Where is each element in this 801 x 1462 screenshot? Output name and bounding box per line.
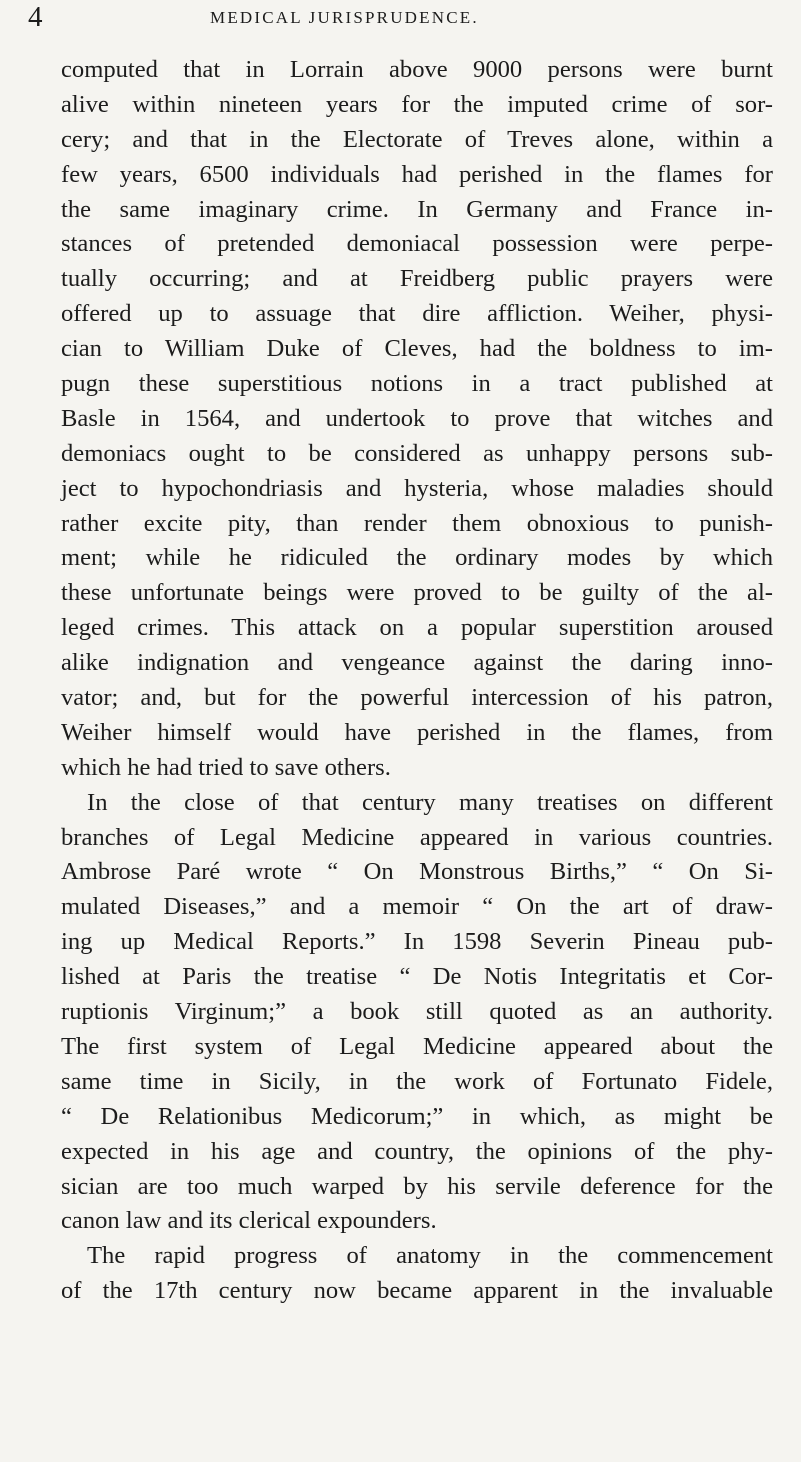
- text-line: offered up to assuage that dire affliction. Weiher, physi-: [61, 300, 773, 328]
- text-line: pugn these superstitious notions in a tract published at: [61, 370, 773, 398]
- text-line: few years, 6500 individuals had perished in the flames for: [61, 160, 773, 188]
- text-line: ment; while he ridiculed the ordinary modes by which: [61, 544, 773, 572]
- text-line: leged crimes. This attack on a popular superstition aroused: [61, 614, 773, 642]
- text-line: alive within nineteen years for the imputed crime of sor-: [61, 90, 773, 118]
- text-line: Ambrose Paré wrote “ On Monstrous Births,” “ On Si-: [61, 858, 773, 886]
- text-line: cery; and that in the Electorate of Treves alone, within a: [61, 125, 773, 153]
- text-line: In the close of that century many treatises on different: [87, 788, 773, 816]
- text-line: branches of Legal Medicine appeared in various countries.: [61, 823, 773, 851]
- text-line: mulated Diseases,” and a memoir “ On the art of draw-: [61, 893, 773, 921]
- text-line: ject to hypochondriasis and hysteria, whose maladies should: [61, 474, 773, 502]
- running-title: MEDICAL JURISPRUDENCE.: [210, 8, 479, 27]
- text-line: alike indignation and vengeance against the daring inno-: [61, 649, 773, 677]
- text-line: canon law and its clerical expounders.: [61, 1207, 437, 1235]
- text-line: Basle in 1564, and undertook to prove that witches and: [61, 404, 773, 432]
- text-line: cian to William Duke of Cleves, had the boldness to im-: [61, 335, 773, 363]
- text-line: which he had tried to save others.: [61, 753, 391, 781]
- body-text: [61, 53, 773, 1309]
- text-line: same time in Sicily, in the work of Fortunato Fidele,: [61, 1067, 773, 1095]
- text-line: ruptionis Virginum;” a book still quoted as an authority.: [61, 998, 773, 1026]
- text-line: of the 17th century now became apparent in the invaluable: [61, 1277, 773, 1305]
- text-line: stances of pretended demoniacal possession were perpe-: [61, 230, 773, 258]
- page-number: 4: [28, 1, 43, 33]
- text-line: demoniacs ought to be considered as unhappy persons sub-: [61, 439, 773, 467]
- text-line: Weiher himself would have perished in the flames, from: [61, 718, 773, 746]
- text-line: the same imaginary crime. In Germany and France in-: [61, 195, 773, 223]
- text-line: The first system of Legal Medicine appeared about the: [61, 1032, 773, 1060]
- text-line: computed that in Lorrain above 9000 persons were burnt: [61, 56, 773, 83]
- text-line: vator; and, but for the powerful intercession of his patron,: [61, 684, 773, 712]
- text-line: expected in his age and country, the opinions of the phy-: [61, 1137, 773, 1165]
- text-line: sician are too much warped by his servile deference for the: [61, 1172, 773, 1200]
- running-head: [0, 3, 801, 31]
- text-line: ing up Medical Reports.” In 1598 Severin Pineau pub-: [61, 928, 773, 956]
- text-line: lished at Paris the treatise “ De Notis Integritatis et Cor-: [61, 963, 773, 991]
- text-line: tually occurring; and at Freidberg public prayers were: [61, 265, 773, 293]
- text-line: rather excite pity, than render them obnoxious to punish-: [61, 509, 773, 537]
- text-line: The rapid progress of anatomy in the commencement: [87, 1242, 773, 1270]
- text-line: these unfortunate beings were proved to be guilty of the al-: [61, 579, 773, 607]
- text-line: “ De Relationibus Medicorum;” in which, as might be: [61, 1102, 773, 1130]
